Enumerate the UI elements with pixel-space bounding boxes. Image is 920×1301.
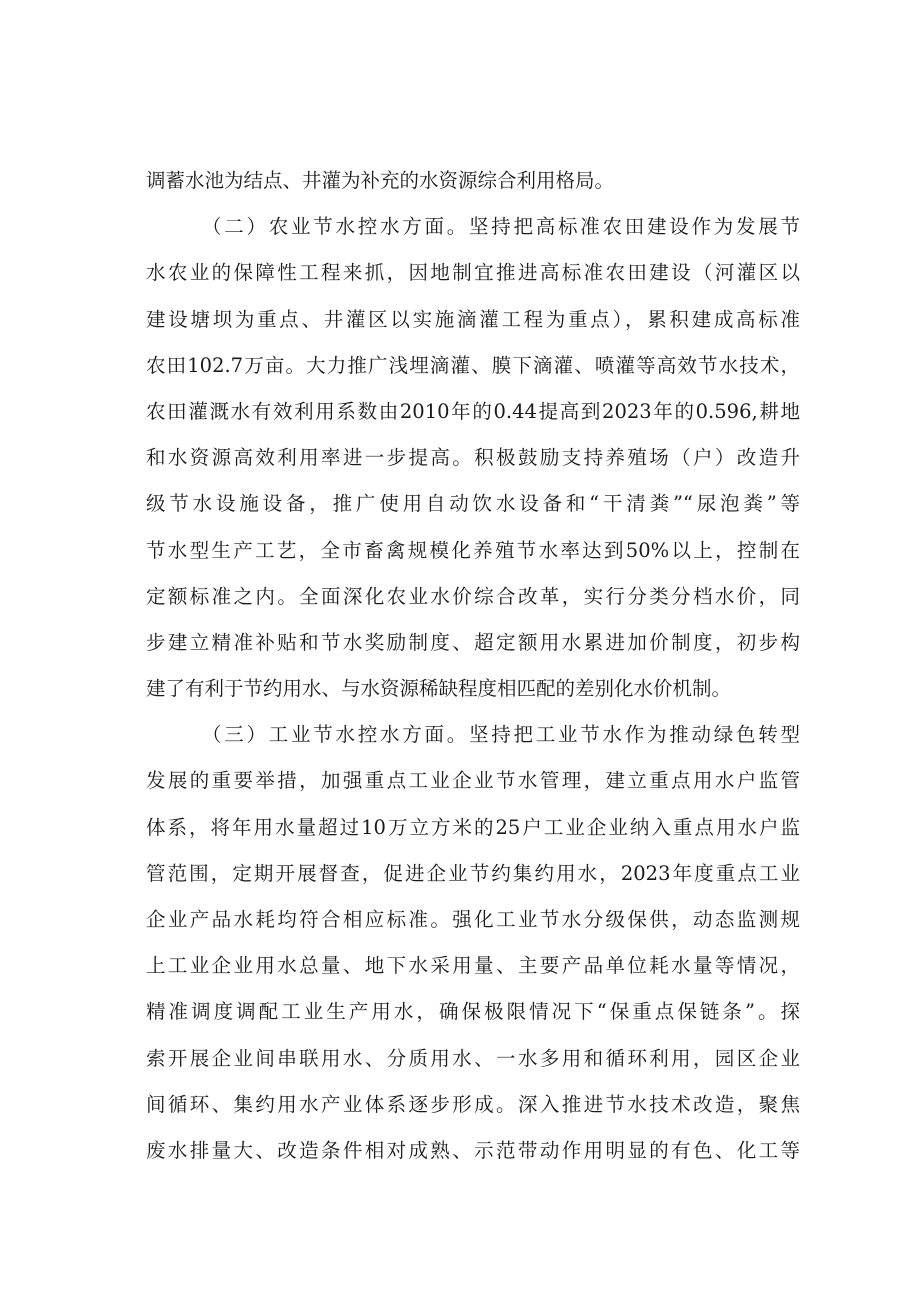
text-line: 间循环、集约用水产业体系逐步形成。深入推进节水技术改造，聚焦	[146, 1092, 800, 1116]
section-heading-line: （二）农业节水控水方面。坚持把高标准农田建设作为发展节	[202, 215, 800, 239]
body-text	[146, 158, 800, 1174]
text-line: 农田102.7万亩。大力推广浅埋滴灌、膜下滴灌、喷灌等高效节水技术，	[146, 353, 800, 377]
text-line: 管范围，定期开展督查，促进企业节约集约用水，2023年度重点工业	[146, 861, 800, 885]
text-line: 废水排量大、改造条件相对成熟、示范带动作用明显的有色、化工等	[146, 1138, 800, 1162]
text-line: 节水型生产工艺，全市畜禽规模化养殖节水率达到50%以上，控制在	[146, 538, 800, 562]
text-line: 农田灌溉水有效利用系数由2010年的0.44提高到2023年的0.596,耕地	[146, 399, 800, 423]
text-line: 调蓄水池为结点、井灌为补充的水资源综合利用格局。	[146, 169, 615, 192]
text-line: 企业产品水耗均符合相应标准。强化工业节水分级保供，动态监测规	[146, 908, 800, 931]
text-line: 水农业的保障性工程来抓，因地制宜推进高标准农田建设（河灌区以	[146, 261, 800, 285]
text-line: 建了有利于节约用水、与水资源稀缺程度相匹配的差别化水价机制。	[146, 677, 732, 701]
text-line: 体系，将年用水量超过10万立方米的25户工业企业纳入重点用水户监	[146, 815, 800, 839]
section-heading-line: （三）工业节水控水方面。坚持把工业节水作为推动绿色转型	[202, 723, 800, 747]
text-line: 上工业企业用水总量、地下水采用量、主要产品单位耗水量等情况，	[146, 954, 800, 978]
text-line: 索开展企业间串联用水、分质用水、一水多用和循环利用，园区企业	[146, 1046, 800, 1070]
text-line: 定额标准之内。全面深化农业水价综合改革，实行分类分档水价，同	[146, 584, 800, 608]
text-line: 建设塘坝为重点、井灌区以实施滴灌工程为重点），累积建成高标准	[146, 307, 800, 331]
text-line: 和水资源高效利用率进一步提高。积极鼓励支持养殖场（户）改造升	[146, 446, 800, 470]
text-line: 步建立精准补贴和节水奖励制度、超定额用水累进加价制度，初步构	[146, 630, 800, 654]
text-line: 精准调度调配工业生产用水，确保极限情况下“保重点保链条”。探	[146, 1000, 800, 1024]
text-line: 发展的重要举措，加强重点工业企业节水管理，建立重点用水户监管	[146, 769, 800, 793]
text-line: 级节水设施设备，推广使用自动饮水设备和“干清粪”“尿泡粪”等	[146, 492, 800, 516]
